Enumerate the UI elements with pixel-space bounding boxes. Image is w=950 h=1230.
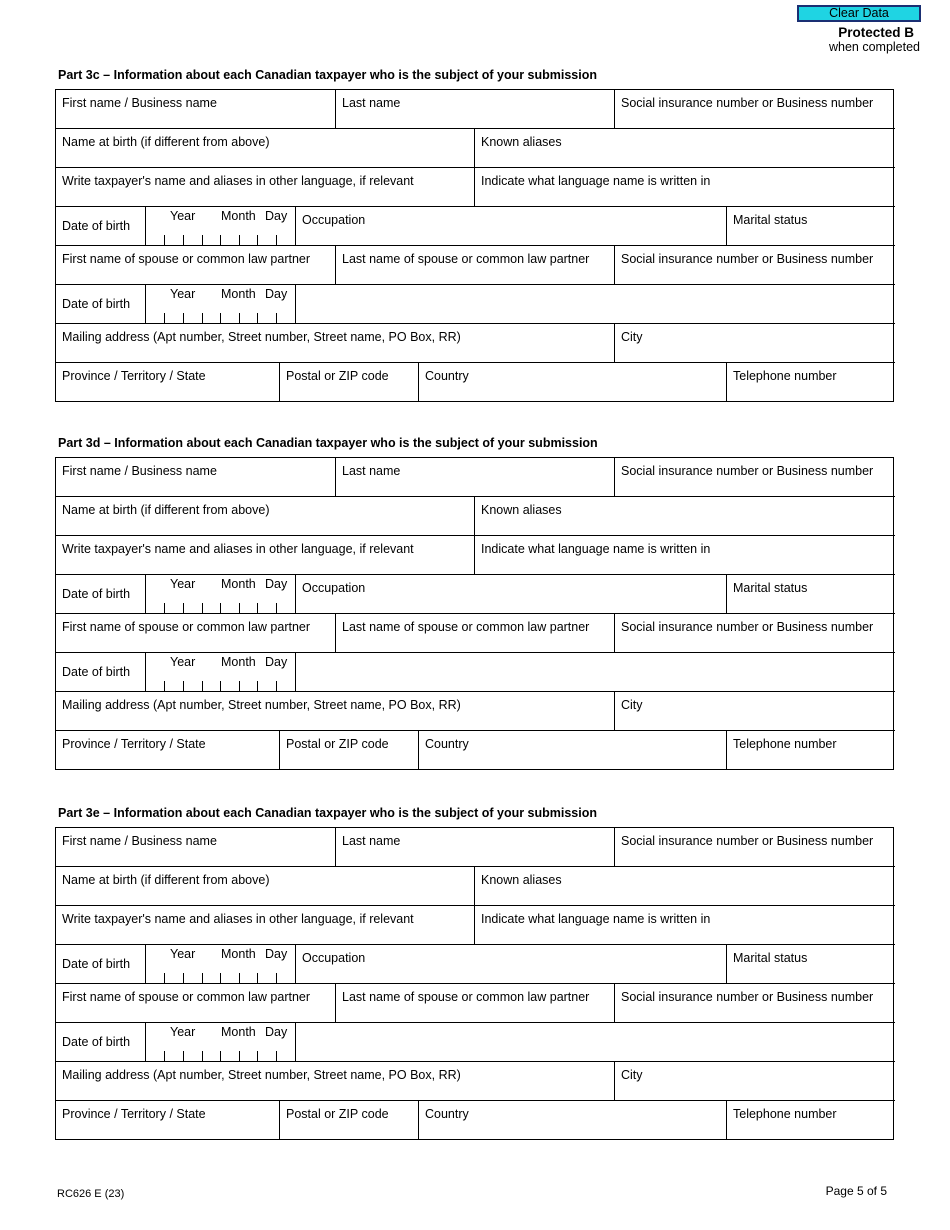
country-field[interactable] — [419, 363, 727, 402]
marital-status-field[interactable] — [727, 575, 895, 614]
spouse-last-name-field[interactable] — [336, 984, 615, 1023]
digit-separator — [183, 603, 184, 613]
name-at-birth-field[interactable] — [56, 497, 475, 536]
date-of-birth-label-cell-label: Date of birth — [62, 957, 131, 971]
province-field[interactable] — [56, 1101, 280, 1140]
digit-separator — [183, 1051, 184, 1061]
spouse-date-of-birth-label-cell-label: Date of birth — [62, 665, 131, 679]
first-name-field-label: First name / Business name — [62, 834, 217, 848]
part-title: Part 3c – Information about each Canadian taxpayer who is the subject of your submission — [58, 68, 598, 82]
spouse-last-name-field-label: Last name of spouse or common law partner — [342, 990, 590, 1004]
other-language-name-field[interactable] — [56, 168, 475, 207]
digit-separator — [257, 973, 258, 983]
marital-status-field-label: Marital status — [733, 213, 808, 227]
protected-b-label: Protected B — [838, 25, 914, 40]
digit-separator — [164, 235, 165, 245]
digit-separator — [202, 603, 203, 613]
year-label: Year — [170, 287, 196, 301]
page-number: Page 5 of 5 — [825, 1184, 887, 1198]
digit-separator — [183, 681, 184, 691]
spouse-first-name-field-label: First name of spouse or common law partner — [62, 990, 311, 1004]
sin-bn-field[interactable] — [615, 828, 895, 867]
spouse-sin-bn-field-label: Social insurance number or Business number — [621, 252, 874, 266]
marital-status-field[interactable] — [727, 207, 895, 246]
digit-separator — [239, 235, 240, 245]
spouse-date-of-birth-label-cell — [56, 1023, 146, 1062]
digit-separator — [183, 235, 184, 245]
spouse-last-name-field[interactable] — [336, 614, 615, 653]
digit-separator — [276, 681, 277, 691]
first-name-field[interactable] — [56, 828, 336, 867]
part-title: Part 3e – Information about each Canadian taxpayer who is the subject of your submission — [58, 806, 598, 820]
taxpayer-info-form — [55, 827, 894, 1140]
postal-code-field[interactable] — [280, 363, 419, 402]
other-language-name-field[interactable] — [56, 536, 475, 575]
digit-separator — [202, 973, 203, 983]
spouse-last-name-field-label: Last name of spouse or common law partner — [342, 620, 590, 634]
digit-separator — [183, 973, 184, 983]
date-of-birth-label-cell-label: Date of birth — [62, 587, 131, 601]
mailing-address-field-label: Mailing address (Apt number, Street number, Street name, PO Box, RR) — [62, 330, 461, 344]
digit-separator — [276, 235, 277, 245]
mailing-address-field[interactable] — [56, 324, 615, 363]
postal-code-field-label: Postal or ZIP code — [286, 369, 389, 383]
digit-separator — [164, 973, 165, 983]
digit-separator — [202, 235, 203, 245]
known-aliases-field[interactable] — [475, 867, 895, 906]
digit-separator — [276, 313, 277, 323]
known-aliases-field-label: Known aliases — [481, 873, 562, 887]
sin-bn-field-label: Social insurance number or Business number — [621, 96, 874, 110]
postal-code-field-label: Postal or ZIP code — [286, 737, 389, 751]
taxpayer-info-form — [55, 89, 894, 402]
digit-separator — [183, 313, 184, 323]
postal-code-field[interactable] — [280, 731, 419, 770]
spouse-first-name-field[interactable] — [56, 246, 336, 285]
day-label: Day — [265, 287, 288, 301]
known-aliases-field[interactable] — [475, 497, 895, 536]
spouse-last-name-field[interactable] — [336, 246, 615, 285]
day-label: Day — [265, 209, 288, 223]
month-label: Month — [221, 577, 256, 591]
blank-area — [296, 285, 895, 324]
occupation-field[interactable] — [296, 575, 727, 614]
last-name-field[interactable] — [336, 90, 615, 129]
digit-separator — [239, 603, 240, 613]
marital-status-field-label: Marital status — [733, 951, 808, 965]
telephone-field-label: Telephone number — [733, 737, 837, 751]
known-aliases-field-label: Known aliases — [481, 135, 562, 149]
telephone-field-label: Telephone number — [733, 369, 837, 383]
digit-separator — [202, 681, 203, 691]
sin-bn-field-label: Social insurance number or Business number — [621, 464, 874, 478]
digit-separator — [220, 603, 221, 613]
country-field-label: Country — [425, 369, 469, 383]
digit-separator — [220, 973, 221, 983]
digit-separator — [220, 235, 221, 245]
country-field-label: Country — [425, 1107, 469, 1121]
first-name-field[interactable] — [56, 90, 336, 129]
digit-separator — [276, 973, 277, 983]
digit-separator — [220, 681, 221, 691]
name-at-birth-field-label: Name at birth (if different from above) — [62, 503, 270, 517]
digit-separator — [220, 313, 221, 323]
date-of-birth-input[interactable] — [146, 207, 296, 246]
spouse-first-name-field-label: First name of spouse or common law partner — [62, 620, 311, 634]
digit-separator — [239, 681, 240, 691]
month-label: Month — [221, 287, 256, 301]
digit-separator — [164, 1051, 165, 1061]
digit-separator — [257, 603, 258, 613]
postal-code-field[interactable] — [280, 1101, 419, 1140]
clear-data-button[interactable]: Clear Data — [797, 5, 921, 22]
language-written-field-label: Indicate what language name is written in — [481, 912, 711, 926]
province-field[interactable] — [56, 363, 280, 402]
spouse-sin-bn-field[interactable] — [615, 984, 895, 1023]
date-of-birth-label-cell — [56, 575, 146, 614]
telephone-field-label: Telephone number — [733, 1107, 837, 1121]
spouse-sin-bn-field-label: Social insurance number or Business number — [621, 620, 874, 634]
city-field[interactable] — [615, 692, 895, 731]
occupation-field[interactable] — [296, 207, 727, 246]
date-of-birth-input[interactable] — [146, 945, 296, 984]
year-label: Year — [170, 1025, 196, 1039]
spouse-last-name-field-label: Last name of spouse or common law partner — [342, 252, 590, 266]
digit-separator — [239, 973, 240, 983]
province-field[interactable] — [56, 731, 280, 770]
language-written-field-label: Indicate what language name is written in — [481, 174, 711, 188]
language-written-field[interactable] — [475, 536, 895, 575]
name-at-birth-field[interactable] — [56, 867, 475, 906]
telephone-field[interactable] — [727, 363, 895, 402]
sin-bn-field-label: Social insurance number or Business number — [621, 834, 874, 848]
date-of-birth-label-cell-label: Date of birth — [62, 219, 131, 233]
digit-separator — [164, 603, 165, 613]
spouse-first-name-field-label: First name of spouse or common law partner — [62, 252, 311, 266]
city-field[interactable] — [615, 1062, 895, 1101]
city-field-label: City — [621, 698, 643, 712]
day-label: Day — [265, 577, 288, 591]
name-at-birth-field-label: Name at birth (if different from above) — [62, 135, 270, 149]
digit-separator — [220, 1051, 221, 1061]
year-label: Year — [170, 655, 196, 669]
digit-separator — [257, 235, 258, 245]
digit-separator — [257, 681, 258, 691]
occupation-field-label: Occupation — [302, 951, 366, 965]
city-field[interactable] — [615, 324, 895, 363]
digit-separator — [257, 313, 258, 323]
known-aliases-field[interactable] — [475, 129, 895, 168]
spouse-date-of-birth-label-cell — [56, 653, 146, 692]
spouse-first-name-field[interactable] — [56, 984, 336, 1023]
month-label: Month — [221, 947, 256, 961]
spouse-date-of-birth-input[interactable] — [146, 653, 296, 692]
mailing-address-field[interactable] — [56, 1062, 615, 1101]
postal-code-field-label: Postal or ZIP code — [286, 1107, 389, 1121]
date-of-birth-label-cell — [56, 207, 146, 246]
blank-area — [296, 1023, 895, 1062]
last-name-field-label: Last name — [342, 464, 401, 478]
language-written-field[interactable] — [475, 906, 895, 945]
name-at-birth-field[interactable] — [56, 129, 475, 168]
digit-separator — [239, 1051, 240, 1061]
last-name-field[interactable] — [336, 828, 615, 867]
digit-separator — [276, 1051, 277, 1061]
last-name-field[interactable] — [336, 458, 615, 497]
spouse-date-of-birth-label-cell-label: Date of birth — [62, 297, 131, 311]
province-field-label: Province / Territory / State — [62, 1107, 206, 1121]
occupation-field-label: Occupation — [302, 213, 366, 227]
occupation-field-label: Occupation — [302, 581, 366, 595]
mailing-address-field-label: Mailing address (Apt number, Street number, Street name, PO Box, RR) — [62, 1068, 461, 1082]
spouse-date-of-birth-label-cell — [56, 285, 146, 324]
month-label: Month — [221, 655, 256, 669]
telephone-field[interactable] — [727, 731, 895, 770]
year-label: Year — [170, 577, 196, 591]
language-written-field[interactable] — [475, 168, 895, 207]
month-label: Month — [221, 1025, 256, 1039]
name-at-birth-field-label: Name at birth (if different from above) — [62, 873, 270, 887]
occupation-field[interactable] — [296, 945, 727, 984]
last-name-field-label: Last name — [342, 96, 401, 110]
mailing-address-field-label: Mailing address (Apt number, Street number, Street name, PO Box, RR) — [62, 698, 461, 712]
mailing-address-field[interactable] — [56, 692, 615, 731]
taxpayer-info-form — [55, 457, 894, 770]
digit-separator — [239, 313, 240, 323]
marital-status-field-label: Marital status — [733, 581, 808, 595]
city-field-label: City — [621, 1068, 643, 1082]
other-language-name-field[interactable] — [56, 906, 475, 945]
city-field-label: City — [621, 330, 643, 344]
digit-separator — [164, 681, 165, 691]
digit-separator — [257, 1051, 258, 1061]
sin-bn-field[interactable] — [615, 90, 895, 129]
month-label: Month — [221, 209, 256, 223]
spouse-sin-bn-field[interactable] — [615, 614, 895, 653]
digit-separator — [202, 313, 203, 323]
country-field-label: Country — [425, 737, 469, 751]
blank-area — [296, 653, 895, 692]
first-name-field-label: First name / Business name — [62, 464, 217, 478]
digit-separator — [164, 313, 165, 323]
country-field[interactable] — [419, 1101, 727, 1140]
sin-bn-field[interactable] — [615, 458, 895, 497]
language-written-field-label: Indicate what language name is written in — [481, 542, 711, 556]
other-language-name-field-label: Write taxpayer's name and aliases in other language, if relevant — [62, 174, 414, 188]
first-name-field-label: First name / Business name — [62, 96, 217, 110]
date-of-birth-label-cell — [56, 945, 146, 984]
date-of-birth-input[interactable] — [146, 575, 296, 614]
spouse-first-name-field[interactable] — [56, 614, 336, 653]
when-completed-label: when completed — [828, 40, 920, 54]
spouse-sin-bn-field[interactable] — [615, 246, 895, 285]
marital-status-field[interactable] — [727, 945, 895, 984]
digit-separator — [202, 1051, 203, 1061]
digit-separator — [276, 603, 277, 613]
spouse-date-of-birth-input[interactable] — [146, 285, 296, 324]
day-label: Day — [265, 1025, 288, 1039]
other-language-name-field-label: Write taxpayer's name and aliases in other language, if relevant — [62, 542, 414, 556]
first-name-field[interactable] — [56, 458, 336, 497]
spouse-sin-bn-field-label: Social insurance number or Business number — [621, 990, 874, 1004]
part-title: Part 3d – Information about each Canadian taxpayer who is the subject of your submission — [58, 436, 598, 450]
spouse-date-of-birth-input[interactable] — [146, 1023, 296, 1062]
year-label: Year — [170, 209, 196, 223]
day-label: Day — [265, 655, 288, 669]
other-language-name-field-label: Write taxpayer's name and aliases in other language, if relevant — [62, 912, 414, 926]
last-name-field-label: Last name — [342, 834, 401, 848]
telephone-field[interactable] — [727, 1101, 895, 1140]
spouse-date-of-birth-label-cell-label: Date of birth — [62, 1035, 131, 1049]
known-aliases-field-label: Known aliases — [481, 503, 562, 517]
province-field-label: Province / Territory / State — [62, 369, 206, 383]
country-field[interactable] — [419, 731, 727, 770]
form-identifier: RC626 E (23) — [57, 1188, 125, 1200]
province-field-label: Province / Territory / State — [62, 737, 206, 751]
day-label: Day — [265, 947, 288, 961]
year-label: Year — [170, 947, 196, 961]
